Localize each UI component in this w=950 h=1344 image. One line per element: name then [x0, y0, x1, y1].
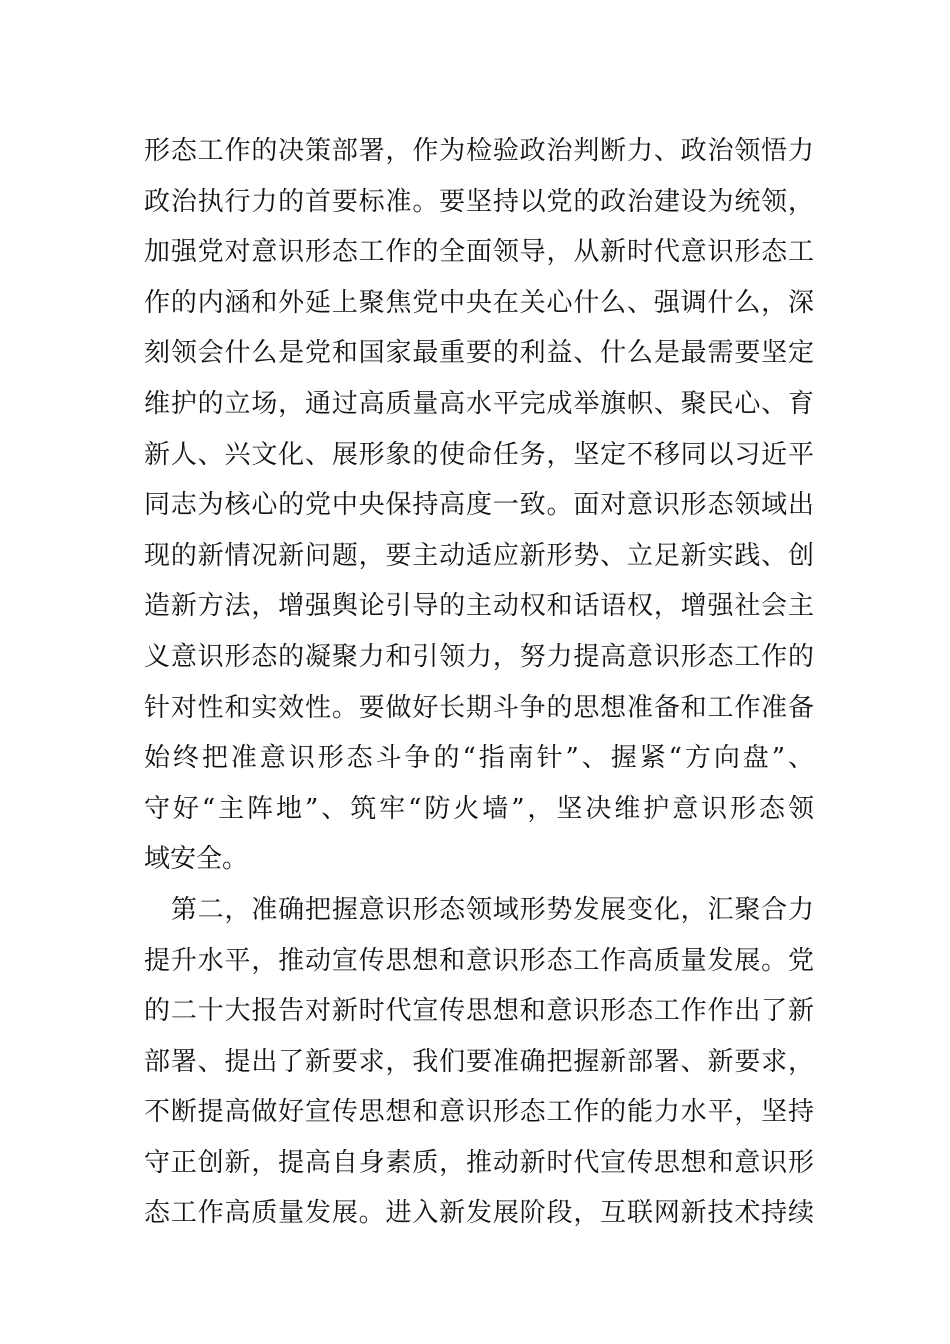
- text-line-10: 造新方法，增强舆论引导的主动权和话语权，增强社会主: [144, 591, 814, 622]
- text-line-22: 态工作高质量发展。进入新发展阶段，互联网新技术持续: [144, 1198, 814, 1229]
- text-line-16: 第二，准确把握意识形态领域形势发展变化，汇聚合力: [144, 894, 814, 925]
- text-line-12: 针对性和实效性。要做好长期斗争的思想准备和工作准备: [144, 692, 814, 723]
- text-line-7: 新人、兴文化、展形象的使命任务，坚定不移同以习近平: [144, 439, 814, 470]
- text-line-19: 部署、提出了新要求，我们要准确把握新部署、新要求，: [144, 1046, 814, 1077]
- text-line-5: 刻领会什么是党和国家最重要的利益、什么是最需要坚定: [144, 338, 814, 369]
- text-line-11: 义意识形态的凝聚力和引领力，努力提高意识形态工作的: [144, 641, 814, 672]
- text-line-6: 维护的立场，通过高质量高水平完成举旗帜、聚民心、育: [144, 388, 814, 419]
- text-line-20: 不断提高做好宣传思想和意识形态工作的能力水平，坚持: [144, 1097, 814, 1128]
- text-line-9: 现的新情况新问题，要主动适应新形势、立足新实践、创: [144, 540, 814, 571]
- text-line-1: 形态工作的决策部署，作为检验政治判断力、政治领悟力: [144, 136, 814, 166]
- text-line-15: 域安全。: [144, 844, 249, 875]
- text-line-14: 守好“主阵地”、筑牢“防火墙”，坚决维护意识形态领: [144, 793, 814, 824]
- text-line-18: 的二十大报告对新时代宣传思想和意识形态工作作出了新: [144, 996, 814, 1027]
- text-line-3: 加强党对意识形态工作的全面领导，从新时代意识形态工: [144, 237, 814, 268]
- text-line-4: 作的内涵和外延上聚焦党中央在关心什么、强调什么，深: [144, 287, 814, 318]
- text-line-2: 政治执行力的首要标准。要坚持以党的政治建设为统领，: [144, 186, 814, 217]
- text-line-17: 提升水平，推动宣传思想和意识形态工作高质量发展。党: [144, 945, 814, 976]
- document-body: [144, 126, 814, 1239]
- text-line-21: 守正创新，提高自身素质，推动新时代宣传思想和意识形: [144, 1147, 814, 1178]
- text-line-13: 始终把准意识形态斗争的“指南针”、握紧“方向盘”、: [144, 743, 814, 774]
- text-line-8: 同志为核心的党中央保持高度一致。面对意识形态领域出: [144, 490, 814, 521]
